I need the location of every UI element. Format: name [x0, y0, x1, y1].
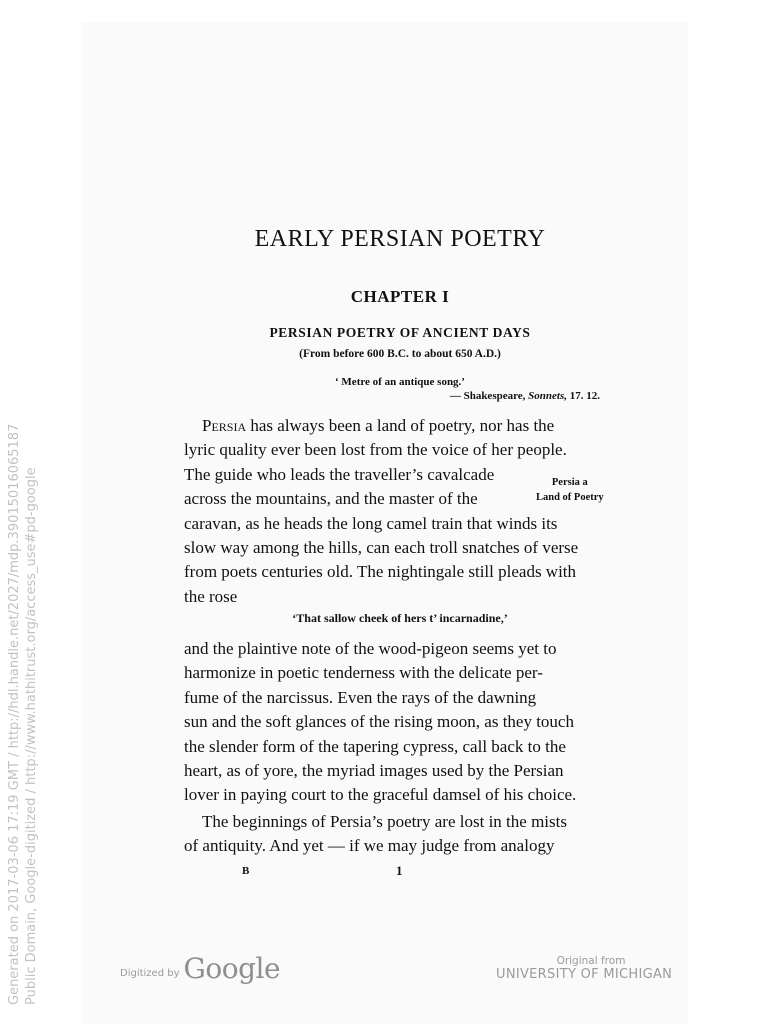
paragraph-2 — [184, 637, 618, 808]
attribution-ref: 17. 12. — [569, 390, 600, 402]
paragraph-line: The beginnings of Persia’s poetry are lost in the mists — [202, 812, 567, 831]
attribution-work: Sonnets, — [528, 390, 567, 402]
paragraph-line: harmonize in poetic tenderness with the delicate per- — [184, 663, 543, 683]
paragraph-line: lyric quality ever been lost from the voice of her people. — [184, 440, 567, 460]
signature-mark: B — [242, 865, 250, 877]
paragraph-line: the rose — [184, 586, 238, 606]
watermark-line-1: Generated on 2017-03-06 17:19 GMT / http://hdl.handle.net/2027/mdp.39015016065187 — [7, 423, 22, 1005]
epigraph-attribution — [300, 390, 600, 402]
original-from-label: Original from — [556, 955, 626, 967]
paragraph-line: The guide who leads the traveller’s cavalcade — [184, 464, 495, 484]
drop-word: Persia — [202, 416, 247, 435]
chapter-heading: CHAPTER I — [350, 287, 450, 306]
paragraph-line: the slender form of the tapering cypress, call back to the — [184, 736, 566, 756]
paragraph-line: sun and the soft glances of the rising moon, as they touch — [184, 712, 574, 732]
university-name: UNIVERSITY OF MICHIGAN — [496, 967, 673, 982]
paragraph-line — [184, 414, 618, 438]
paragraph-line: and the plaintive note of the wood-pigeon seems yet to — [184, 639, 557, 658]
date-range: (From before 600 B.C. to about 650 A.D.) — [299, 348, 501, 360]
digitized-by-google — [120, 952, 280, 985]
paragraph-line: heart, as of yore, the myriad images used by the Persian — [184, 761, 564, 781]
epigraph-quote: ‘ Metre of an antique song.’ — [335, 376, 465, 388]
paragraph-1 — [184, 414, 618, 609]
attribution-author: — Shakespeare, — [449, 390, 526, 402]
paragraph-3 — [184, 810, 618, 859]
page-number: 1 — [396, 863, 403, 878]
original-source — [496, 955, 673, 982]
paragraph-line: of antiquity. And yet — if we may judge from analogy — [184, 836, 555, 856]
google-logo: Google — [183, 952, 281, 985]
hathitrust-watermark — [6, 385, 40, 1005]
paragraph-line: fume of the narcissus. Even the rays of the dawning — [184, 687, 537, 707]
watermark-line-2: Public Domain, Google-digitized / http://www.hathitrust.org/access_use#pd-google — [24, 467, 39, 1005]
margin-note — [536, 475, 604, 505]
paragraph-line: lover in paying court to the graceful damsel of his choice. — [184, 785, 577, 805]
margin-note-line-1: Persia a — [551, 477, 588, 488]
section-heading: PERSIAN POETRY OF ANCIENT DAYS — [269, 325, 531, 340]
book-title: EARLY PERSIAN POETRY — [254, 226, 546, 252]
paragraph-line: from poets centuries old. The nightingale still pleads with — [184, 562, 577, 582]
margin-note-line-2: Land of Poetry — [536, 492, 604, 503]
paragraph-line: caravan, as he heads the long camel train that winds its — [184, 513, 558, 533]
paragraph-line: across the mountains, and the master of the — [184, 489, 478, 509]
digitized-by-label: Digitized by — [120, 968, 180, 979]
line-text: has always been a land of poetry, nor has the — [246, 416, 555, 435]
inline-quote: ‘That sallow cheek of hers t’ incarnadine,’ — [292, 611, 508, 625]
paragraph-line: slow way among the hills, can each troll snatches of verse — [184, 538, 579, 558]
